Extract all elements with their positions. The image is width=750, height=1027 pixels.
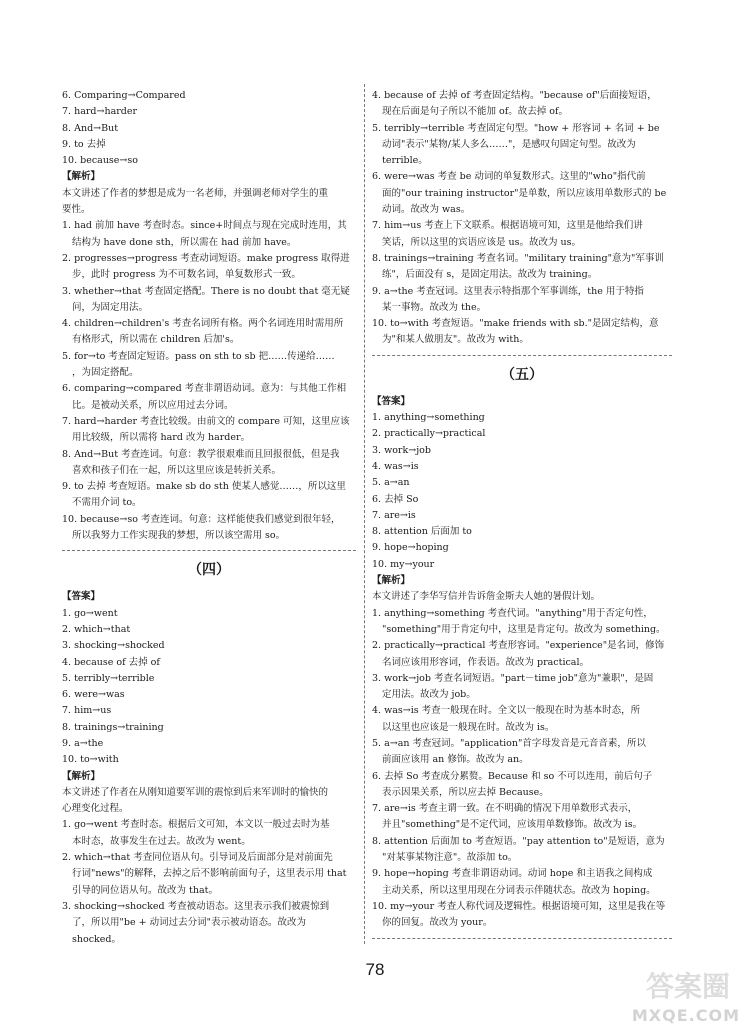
analysis-line: 7. are→is 考查主谓一致。在不明确的情况下用单数形式表示， — [372, 803, 638, 815]
analysis-line: 本时态，故事发生在过去。故改为 went。 — [72, 835, 251, 847]
section-five-analysis — [372, 589, 672, 931]
answer-line: 2. which→that — [62, 623, 131, 635]
analysis-line: 3. whether→that 考查固定搭配。There is no doubt that 毫无疑 — [62, 285, 350, 297]
answer-line: 7. him→us — [62, 705, 112, 717]
analysis-line: 5. for→to 考查固定短语。pass on sth to sb 把……传递给…… — [62, 350, 335, 362]
analysis-line: 9. hope→hoping 考查非谓语动词。动词 hope 和主语我之间构成 — [372, 868, 653, 880]
answer-line: 7. hard→harder — [62, 106, 138, 118]
section-divider — [372, 355, 672, 356]
section-four-title: （四） — [188, 562, 230, 579]
analysis-line: 本文讲述了作者的梦想是成为一名老师，并强调老师对学生的重 — [62, 187, 329, 199]
answer-line: 8. attention 后面加 to — [372, 526, 472, 538]
analysis-line: 本文讲述了李华写信并告诉詹金斯夫人她的暑假计划。 — [372, 591, 601, 603]
analysis-line: 3. work→job 考查名词短语。"part－time job"意为"兼职"，是固 — [372, 672, 654, 684]
analysis-line: 1. had 前加 have 考查时态。since+时间点与现在完成时连用，其 — [62, 220, 347, 232]
analysis-line: 动词"表示"某物/某人多么……"，是感叹句固定句型。故改为 — [382, 138, 636, 150]
analysis-heading: 【解析】 — [62, 770, 101, 782]
analysis-line: 定用法。故改为 job。 — [382, 689, 476, 701]
analysis-line: 5. a→an 考查冠词。"application"首字母发音是元音音素，所以 — [372, 737, 646, 749]
answer-line: 1. anything→something — [372, 412, 485, 424]
analysis-line: 1. go→went 考查时态。根据后文可知，本文以一般过去时为基 — [62, 819, 330, 831]
analysis-line: 1. anything→something 考查代词。"anything"用于否定句性， — [372, 607, 653, 619]
analysis-line: 7. him→us 考查上下文联系。根据语境可知，这里是他给我们讲 — [372, 220, 643, 232]
analysis-line: 3. shocking→shocked 考查被动语态。这里表示我们被震惊到 — [62, 900, 330, 912]
analysis-line: 用比较级，所以需将 hard 改为 harder。 — [72, 432, 251, 444]
answer-line: 4. was→is — [372, 460, 419, 472]
answer-line: 4. because of 去掉 of — [62, 656, 160, 668]
analysis-line: 9. a→the 考查冠词。这里表示特指那个军事训练，the 用于特指 — [372, 285, 644, 297]
analysis-line: 5. terribly→terrible 考查固定句型。"how + 形容词 + 名词 + be — [372, 122, 660, 134]
analysis-line: ，为固定搭配。 — [72, 367, 139, 379]
analysis-line: 2. progresses→progress 考查动词短语。make progress 取得进 — [62, 252, 350, 264]
answer-line: 7. are→is — [372, 509, 416, 521]
analysis-line: 9. to 去掉 考查短语。make sb do sth 使某人感觉……，所以这里 — [62, 481, 346, 493]
analysis-line: 现在后面是句子所以不能加 of。故去掉 of。 — [382, 106, 569, 118]
analysis-line: 6. comparing→compared 考查非谓语动词。意为：与其他工作相 — [62, 383, 347, 395]
analysis-line: 为"和某人做朋友"。故改为 with。 — [382, 334, 529, 346]
analysis-line: 8. And→But 考查连词。句意：教学很艰难而且回报很低，但是我 — [62, 448, 340, 460]
analysis-line: 10. my→your 考查人称代词及逻辑性。根据语境可知，这里是我在等 — [372, 900, 666, 912]
analysis-line: 不需用介词 to。 — [72, 497, 142, 509]
analysis-line: 你的回复。故改为 your。 — [382, 917, 493, 929]
analysis-line: 6. were→was 考查 be 动词的单复数形式。这里的"who"指代前 — [372, 171, 646, 183]
analysis-line: 2. practically→practical 考查形容词。"experience"是名词，修饰 — [372, 640, 665, 652]
analysis-line: 结构为 have done sth，所以需在 had 前加 have。 — [72, 236, 297, 248]
intro-answers — [62, 88, 356, 169]
analysis-line: 练"，后面没有 s，是固定用法。故改为 training。 — [382, 269, 598, 281]
analysis-line: 表示因果关系，所以应去掉 Because。 — [382, 786, 549, 798]
answer-line: 3. shocking→shocked — [62, 640, 165, 652]
analysis-line: 心理变化过程。 — [62, 803, 129, 815]
answer-line: 8. And→But — [62, 122, 119, 134]
watermark-site-text: MXQE.COM — [631, 1006, 740, 1025]
analysis-line: 8. attention 后面加 to 考查短语。"pay attention to"是短语，意为 — [372, 835, 665, 847]
watermark-logo — [590, 965, 740, 1025]
section-four-analysis-continued — [372, 88, 672, 349]
analysis-line: 步，此时 progress 为不可数名词，单复数形式一致。 — [72, 269, 301, 281]
analysis-line: 有格形式，所以需在 children 后加's。 — [72, 334, 240, 346]
analysis-line: "对某事某物注意"。故添加 to。 — [382, 852, 518, 864]
analysis-line: 要性。 — [62, 204, 91, 216]
analysis-line: 所以我努力工作实现我的梦想，所以该空需用 so。 — [72, 530, 286, 542]
section-four-analysis — [62, 785, 356, 948]
analysis-line: 以这里也应该是一般现在时。故改为 is。 — [382, 721, 555, 733]
analysis-line: 10. because→so 考查连词。句意：这样能使我们感觉到很年轻， — [62, 513, 341, 525]
analysis-line: 名词应该用形容词，作表语。故改为 practical。 — [382, 656, 590, 668]
analysis-line: 比。是被动关系，所以应用过去分词。 — [72, 399, 234, 411]
answer-line: 9. a→the — [62, 737, 104, 749]
answer-line: 6. were→was — [62, 689, 125, 701]
answer-line: 10. because→so — [62, 155, 138, 167]
analysis-line: 引导的同位语从句。故改为 that。 — [72, 884, 218, 896]
answer-line: 9. hope→hoping — [372, 542, 449, 554]
analysis-line: 了，所以用"be + 动词过去分词"表示被动语态。故改为 — [72, 917, 306, 929]
analysis-line: 喜欢和孩子们在一起，所以这里应该是转折关系。 — [72, 464, 282, 476]
analysis-body — [62, 186, 356, 545]
right-column — [372, 88, 672, 949]
analysis-line: 问，为固定用法。 — [72, 301, 149, 313]
watermark-logo-text: 答案圈 — [645, 970, 730, 1003]
analysis-line: shocked。 — [72, 933, 121, 945]
analysis-line: 主动关系，所以这里用现在分词表示伴随状态。故改为 hoping。 — [382, 884, 656, 896]
analysis-line: 4. was→is 考查一般现在时。全文以一般现在时为基本时态，所 — [372, 705, 641, 717]
answer-line: 2. practically→practical — [372, 428, 486, 440]
analysis-line: 7. hard→harder 考查比较级。由前文的 compare 可知，这里应该 — [62, 415, 350, 427]
analysis-line: 面的"our training instructor"是单数，所以应该用单数形式的 be — [382, 187, 667, 199]
section-divider — [62, 550, 356, 551]
analysis-line: 8. trainings→training 考查名词。"military training"意为"军事训 — [372, 252, 664, 264]
analysis-line: 动词。故改为 was。 — [382, 204, 471, 216]
analysis-line: "something"用于肯定句中，这里是肯定句。故改为 something。 — [382, 623, 666, 635]
answers-heading: 【答案】 — [62, 591, 101, 603]
left-column — [62, 88, 356, 948]
answer-line: 6. 去掉 So — [372, 493, 419, 505]
section-five-title: （五） — [501, 366, 543, 383]
answer-line: 5. a→an — [372, 477, 410, 489]
analysis-line: 4. because of 去掉 of 考查固定结构。"because of"后面接短语， — [372, 90, 657, 101]
analysis-line: 并且"something"是不定代词，应该用单数修饰。故改为 is。 — [382, 819, 643, 831]
analysis-heading: 【解析】 — [372, 575, 411, 587]
column-divider — [364, 84, 365, 944]
analysis-line: terrible。 — [382, 155, 428, 167]
answer-line: 3. work→job — [372, 444, 431, 456]
analysis-line: 4. children→children's 考查名词所有格。两个名词连用时需用所 — [62, 318, 344, 330]
answer-line: 9. to 去掉 — [62, 138, 106, 150]
analysis-line: 前面应该用 an 修饰。故改为 an。 — [382, 754, 529, 766]
answer-line: 8. trainings→training — [62, 721, 164, 733]
analysis-line: 笑话，所以这里的宾语应该是 us。故改为 us。 — [382, 236, 582, 248]
analysis-line: 10. to→with 考查短语。"make friends with sb."是固定结构，意 — [372, 318, 659, 330]
section-five-answers — [372, 410, 672, 573]
analysis-line: 6. 去掉 So 考查成分累赘。Because 和 so 不可以连用，前后句子 — [372, 770, 653, 782]
section-four-answers — [62, 606, 356, 769]
analysis-line: 本文讲述了作者在从刚知道要军训的震惊到后来军训时的愉快的 — [62, 786, 329, 798]
answers-heading: 【答案】 — [372, 395, 411, 407]
section-divider — [372, 938, 672, 939]
answer-line: 10. to→with — [62, 754, 119, 766]
analysis-line: 2. which→that 考查同位语从句。引导词及后面部分是对前面先 — [62, 852, 333, 864]
analysis-line: 行词"news"的解释，去掉之后不影响前面句子，这里表示用 that — [72, 868, 347, 880]
analysis-line: 某一事物。故改为 the。 — [382, 301, 487, 313]
page-number: 78 — [365, 960, 385, 979]
answer-line: 6. Comparing→Compared — [62, 90, 186, 101]
answer-line: 1. go→went — [62, 607, 118, 619]
answer-line: 10. my→your — [372, 558, 435, 570]
answer-line: 5. terribly→terrible — [62, 672, 155, 684]
analysis-heading: 【解析】 — [62, 171, 101, 183]
